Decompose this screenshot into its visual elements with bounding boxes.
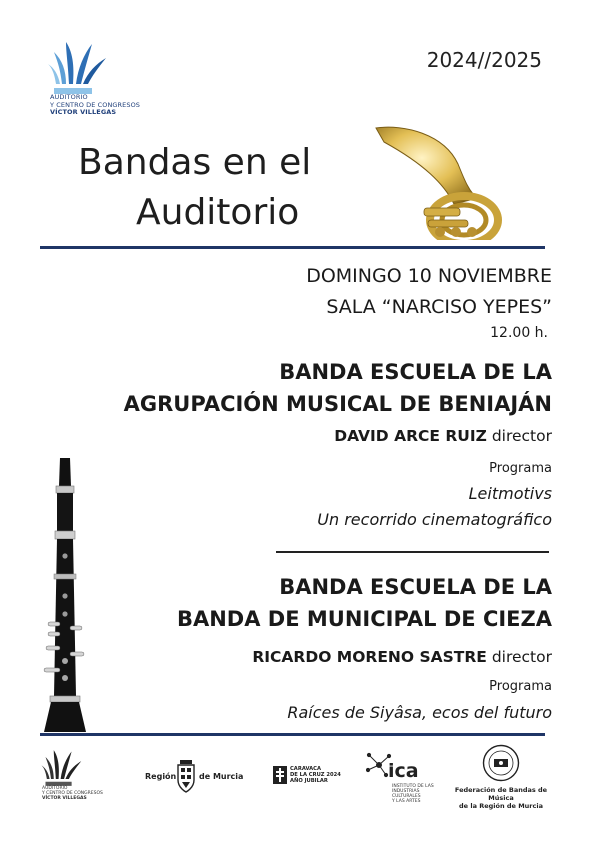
auditorio-small-logo-icon [40,748,84,788]
middle-rule [276,551,549,553]
concert1-director-role: director [486,427,552,445]
footer-federacion-logo [446,744,556,814]
logo-line-2: Y CENTRO DE CONGRESOS [50,100,141,109]
federacion-line-2: de la Región de Murcia [459,802,543,810]
concert2-band-line-1: BANDA ESCUELA DE LA [279,575,552,599]
clarinet-image [38,456,98,734]
region-coat-of-arms-icon [175,758,197,794]
ica-subtitle [392,784,436,804]
title-line-2: Auditorio [136,192,300,233]
concert2-program-label: Programa [489,679,552,694]
concert2-piece-1: Raíces de Siyâsa, ecos del futuro [287,703,552,722]
footer-auditorio-line-1: AUDITORIO [42,786,68,791]
concert2-director [252,648,552,666]
caravaca-line-1: CARAVACA [290,766,321,772]
footer-caravaca-logo [273,764,353,794]
footer-auditorio-line-3: VÍCTOR VILLEGAS [42,796,87,801]
ica-sub-1: INSTITUTO DE LAS [392,784,434,789]
top-rule [40,246,545,249]
logo-line-3: VÍCTOR VILLEGAS [50,108,117,116]
footer-region-logo [145,758,245,808]
concert1-director [334,427,552,445]
caravaca-line-3: AÑO JUBILAR [290,778,328,784]
concert2-director-name: RICARDO MORENO SASTRE [252,648,487,666]
french-horn-image [374,124,504,246]
concert1-band-line-2: AGRUPACIÓN MUSICAL DE BENIAJÁN [123,392,552,416]
concert1-piece-1: Leitmotivs [468,484,552,503]
season-label: 2024//2025 [426,48,542,72]
caravaca-cross-icon [273,766,287,784]
concert2-band-line-2: BANDA DE MUNICIPAL DE CIEZA [176,607,552,631]
concert2-director-role: director [486,648,552,666]
event-venue: SALA “NARCISO YEPES” [326,296,552,318]
ica-label: ica [388,760,419,782]
footer-ica-logo [366,752,436,804]
footer-auditorio-text [42,786,103,801]
caravaca-text [290,766,341,784]
concert1-band-line-1: BANDA ESCUELA DE LA [279,360,552,384]
header-logo-text [50,94,140,117]
region-left-label: Región [145,772,177,781]
ica-sub-2: INDUSTRIAS CULTURALES [392,789,421,799]
bottom-rule [40,733,545,736]
concert1-piece-2: Un recorrido cinematográfico [317,510,552,529]
footer-auditorio-line-2: Y CENTRO DE CONGRESOS [42,791,103,796]
federacion-seal-icon [482,744,520,782]
concert1-program-label: Programa [489,461,552,476]
ica-sub-3: Y LAS ARTES [392,799,421,804]
footer-auditorio-logo [40,748,130,804]
logo-line-1: AUDITORIO [50,93,88,101]
title-line-1: Bandas en el [78,142,312,183]
federacion-line-1: Federación de Bandas de Música [454,786,548,802]
region-right-label: de Murcia [199,772,244,781]
federacion-text [446,786,556,810]
concert1-director-name: DAVID ARCE RUIZ [334,427,487,445]
auditorio-logo-icon [46,40,110,96]
caravaca-line-2: DE LA CRUZ 2024 [290,772,341,778]
event-time: 12.00 h. [490,325,548,341]
event-date: DOMINGO 10 NOVIEMBRE [306,265,552,287]
